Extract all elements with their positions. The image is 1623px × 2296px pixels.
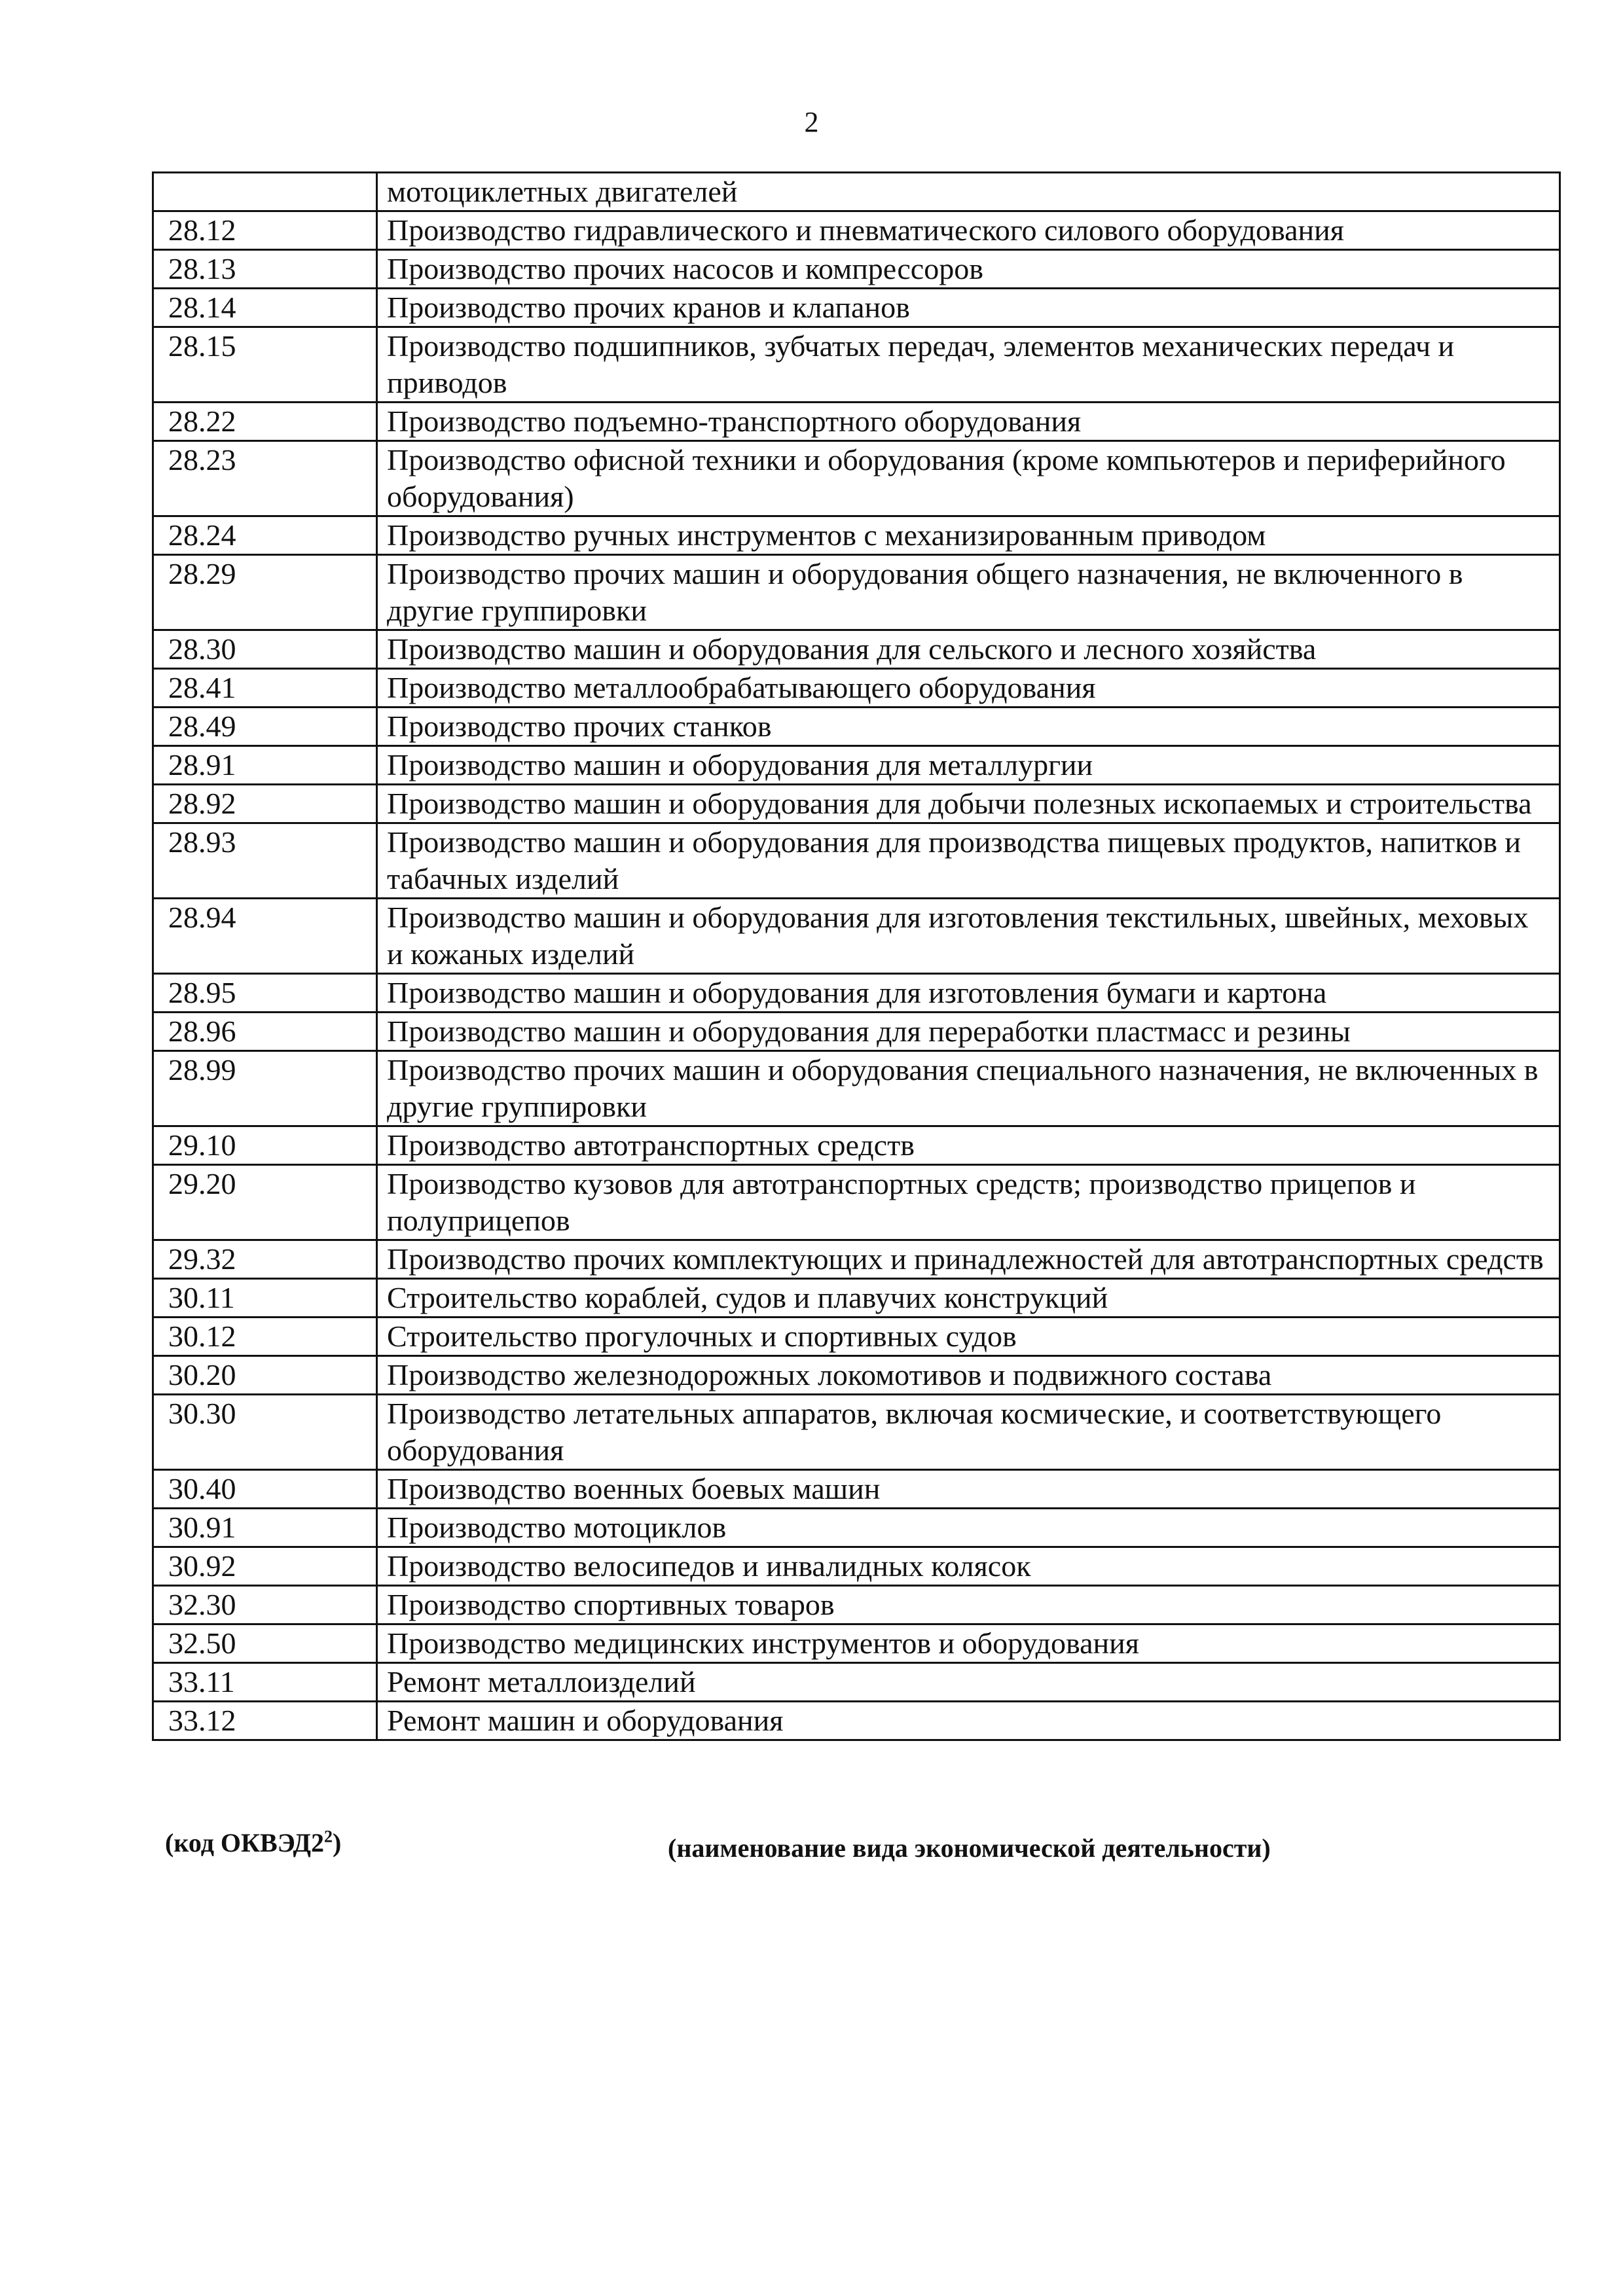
code-caption	[165, 1826, 341, 1860]
okved-code: 30.12	[153, 1318, 377, 1356]
activity-name: Производство кузовов для автотранспортных средств; производство прицепов и полуприцепов	[377, 1165, 1560, 1240]
activity-name: Строительство прогулочных и спортивных судов	[377, 1318, 1560, 1356]
okved-code: 30.91	[153, 1509, 377, 1547]
okved-code: 28.95	[153, 974, 377, 1013]
okved-code: 28.22	[153, 403, 377, 441]
activity-name: Производство подъемно-транспортного оборудования	[377, 403, 1560, 441]
activity-name: Производство прочих кранов и клапанов	[377, 289, 1560, 327]
table-row	[153, 1586, 1560, 1624]
table-row	[153, 746, 1560, 785]
okved-code	[153, 173, 377, 211]
activity-name: Производство военных боевых машин	[377, 1470, 1560, 1509]
activity-name: Производство офисной техники и оборудования (кроме компьютеров и периферийного оборудования)	[377, 441, 1560, 516]
table-row	[153, 1624, 1560, 1663]
okved-code: 28.23	[153, 441, 377, 516]
code-caption-label: (код ОКВЭД2	[165, 1828, 325, 1857]
activity-name: Производство прочих комплектующих и принадлежностей для автотранспортных средств	[377, 1240, 1560, 1279]
okved-code: 28.91	[153, 746, 377, 785]
activity-name: Производство машин и оборудования для добычи полезных ископаемых и строительства	[377, 785, 1560, 823]
activity-name: Производство мотоциклов	[377, 1509, 1560, 1547]
okved-code: 30.20	[153, 1356, 377, 1395]
okved-code: 28.96	[153, 1013, 377, 1051]
table-row	[153, 441, 1560, 516]
table-row	[153, 1051, 1560, 1126]
table-row	[153, 1318, 1560, 1356]
activity-name: Производство спортивных товаров	[377, 1586, 1560, 1624]
table-row	[153, 1547, 1560, 1586]
activity-name: Производство машин и оборудования для изготовления текстильных, швейных, меховых и кожаных изделий	[377, 899, 1560, 974]
activity-name: Производство подшипников, зубчатых передач, элементов механических передач и приводов	[377, 327, 1560, 403]
activity-name: мотоциклетных двигателей	[377, 173, 1560, 211]
code-caption-footnote: 2	[324, 1827, 333, 1846]
okved-code: 32.50	[153, 1624, 377, 1663]
okved-code: 28.12	[153, 211, 377, 250]
activity-name: Производство медицинских инструментов и оборудования	[377, 1624, 1560, 1663]
table-row	[153, 289, 1560, 327]
table-row	[153, 899, 1560, 974]
activity-name: Производство велосипедов и инвалидных колясок	[377, 1547, 1560, 1586]
okved-code: 30.30	[153, 1395, 377, 1470]
table-row	[153, 630, 1560, 669]
okved-code: 30.11	[153, 1279, 377, 1318]
table-row	[153, 974, 1560, 1013]
okved-code: 28.13	[153, 250, 377, 289]
okved-table	[152, 171, 1561, 1741]
okved-code: 30.40	[153, 1470, 377, 1509]
okved-code: 28.49	[153, 708, 377, 746]
okved-code: 29.20	[153, 1165, 377, 1240]
activity-name: Производство прочих машин и оборудования общего назначения, не включенного в другие группировки	[377, 555, 1560, 630]
activity-name: Ремонт металлоизделий	[377, 1663, 1560, 1702]
activity-name: Производство автотранспортных средств	[377, 1126, 1560, 1165]
activity-name: Производство ручных инструментов с механизированным приводом	[377, 516, 1560, 555]
table-row	[153, 250, 1560, 289]
activity-name: Производство летательных аппаратов, включая космические, и соответствующего оборудования	[377, 1395, 1560, 1470]
activity-name: Ремонт машин и оборудования	[377, 1702, 1560, 1740]
okved-code: 28.14	[153, 289, 377, 327]
table-row	[153, 1395, 1560, 1470]
table-row	[153, 211, 1560, 250]
table-row	[153, 669, 1560, 708]
activity-name: Производство машин и оборудования для сельского и лесного хозяйства	[377, 630, 1560, 669]
table-row	[153, 1470, 1560, 1509]
activity-name: Производство металлообрабатывающего оборудования	[377, 669, 1560, 708]
table-row	[153, 1165, 1560, 1240]
activity-name: Производство машин и оборудования для производства пищевых продуктов, напитков и табачных изделий	[377, 823, 1560, 899]
okved-code: 28.94	[153, 899, 377, 974]
table-row	[153, 1013, 1560, 1051]
table-row	[153, 173, 1560, 211]
okved-code: 29.32	[153, 1240, 377, 1279]
okved-code: 28.99	[153, 1051, 377, 1126]
activity-name: Производство машин и оборудования для металлургии	[377, 746, 1560, 785]
table-row	[153, 708, 1560, 746]
table-row	[153, 1509, 1560, 1547]
table-row	[153, 785, 1560, 823]
table-caption	[0, 1826, 1623, 1865]
table-row	[153, 1279, 1560, 1318]
table-row	[153, 1356, 1560, 1395]
table-row	[153, 823, 1560, 899]
table-row	[153, 516, 1560, 555]
okved-code: 28.15	[153, 327, 377, 403]
activity-name: Строительство кораблей, судов и плавучих конструкций	[377, 1279, 1560, 1318]
okved-code: 29.10	[153, 1126, 377, 1165]
activity-name: Производство машин и оборудования для изготовления бумаги и картона	[377, 974, 1560, 1013]
activity-name: Производство гидравлического и пневматического силового оборудования	[377, 211, 1560, 250]
activity-name: Производство прочих машин и оборудования специального назначения, не включенных в другие группировки	[377, 1051, 1560, 1126]
table-row	[153, 1702, 1560, 1740]
activity-name: Производство железнодорожных локомотивов и подвижного состава	[377, 1356, 1560, 1395]
activity-name: Производство прочих насосов и компрессоров	[377, 250, 1560, 289]
table-row	[153, 1663, 1560, 1702]
okved-code: 28.30	[153, 630, 377, 669]
okved-code: 32.30	[153, 1586, 377, 1624]
okved-table-body	[153, 173, 1560, 1740]
okved-code: 33.11	[153, 1663, 377, 1702]
table-row	[153, 1240, 1560, 1279]
okved-code: 28.41	[153, 669, 377, 708]
table-row	[153, 555, 1560, 630]
okved-code: 28.92	[153, 785, 377, 823]
okved-code: 28.93	[153, 823, 377, 899]
table-row	[153, 1126, 1560, 1165]
code-caption-close: )	[333, 1828, 342, 1857]
table-row	[153, 403, 1560, 441]
okved-code: 28.24	[153, 516, 377, 555]
okved-code: 33.12	[153, 1702, 377, 1740]
name-caption: (наименование вида экономической деятельности)	[668, 1833, 1271, 1863]
activity-name: Производство машин и оборудования для переработки пластмасс и резины	[377, 1013, 1560, 1051]
okved-code: 30.92	[153, 1547, 377, 1586]
activity-name: Производство прочих станков	[377, 708, 1560, 746]
okved-code: 28.29	[153, 555, 377, 630]
table-row	[153, 327, 1560, 403]
page-number: 2	[804, 106, 819, 138]
